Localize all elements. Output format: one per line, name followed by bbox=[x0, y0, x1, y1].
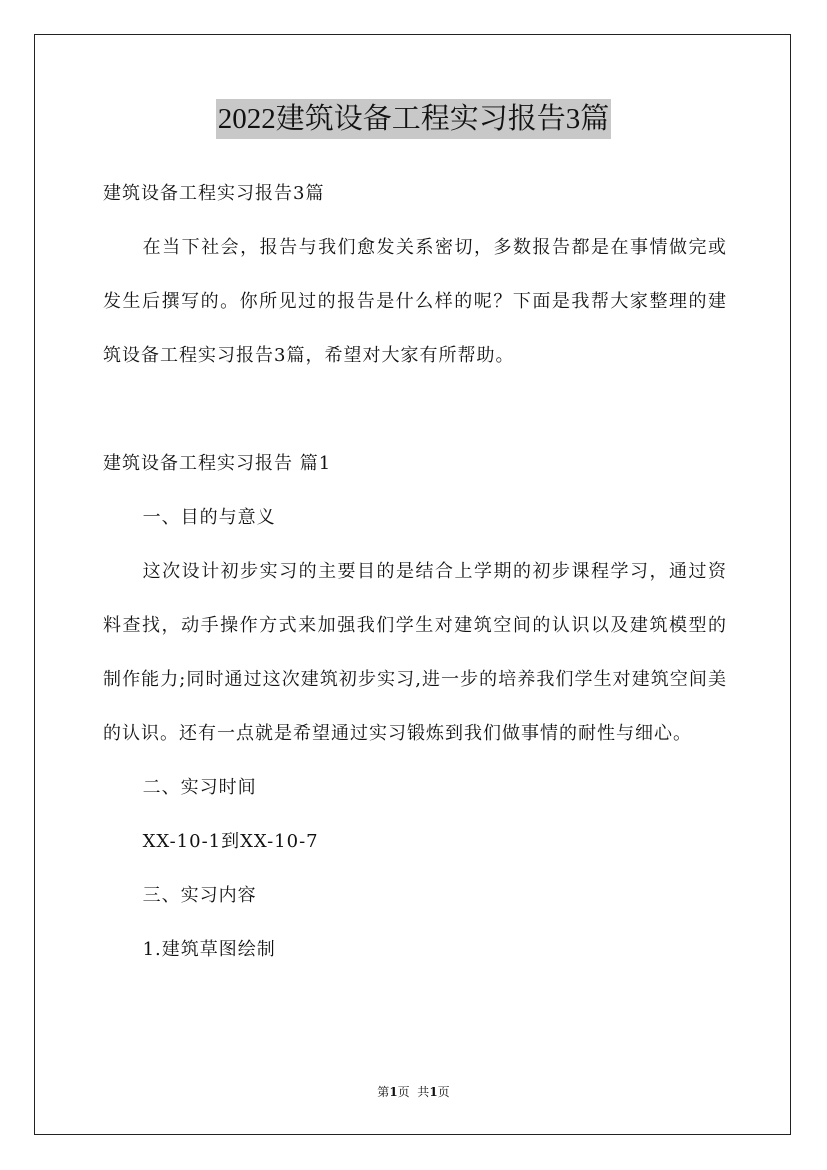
purpose-paragraph: 这次设计初步实习的主要目的是结合上学期的初步课程学习，通过资料查找，动手操作方式来加强我们学生对建筑空间的认识以及建筑模型的制作能力;同时通过这次建筑初步实习,进一步的培养我们学生对建筑空间美的认识。还有一点就是希望通过实习锻炼到我们做事情的耐性与细心。 bbox=[103, 561, 727, 744]
footer-prefix: 第 bbox=[377, 1085, 390, 1099]
section-heading: 建筑设备工程实习报告 篇1 bbox=[103, 453, 332, 474]
content-list-item: 1.建筑草图绘制 bbox=[142, 939, 276, 960]
footer-suffix: 页 bbox=[437, 1085, 450, 1099]
footer-mid: 页 共 bbox=[397, 1085, 430, 1099]
time-paragraph: XX-10-1到XX-10-7 bbox=[142, 831, 319, 852]
document-subtitle: 建筑设备工程实习报告3篇 bbox=[103, 183, 325, 204]
intro-paragraph: 在当下社会，报告与我们愈发关系密切，多数报告都是在事情做完或发生后撰写的。你所见过的报告是什么样的呢？下面是我帮大家整理的建筑设备工程实习报告3篇，希望对大家有所帮助。 bbox=[103, 237, 727, 366]
title-container bbox=[0, 99, 827, 139]
footer-page-total: 1 bbox=[429, 1085, 438, 1099]
paragraph-spacer bbox=[103, 383, 727, 437]
document-title: 2022建筑设备工程实习报告3篇 bbox=[216, 99, 612, 139]
footer-page-current: 1 bbox=[389, 1085, 398, 1099]
part-heading-purpose: 一、目的与意义 bbox=[142, 507, 276, 528]
page-footer bbox=[0, 1084, 827, 1100]
part-heading-content: 三、实习内容 bbox=[142, 885, 257, 906]
part-heading-time: 二、实习时间 bbox=[142, 777, 257, 798]
document-body bbox=[103, 167, 727, 977]
